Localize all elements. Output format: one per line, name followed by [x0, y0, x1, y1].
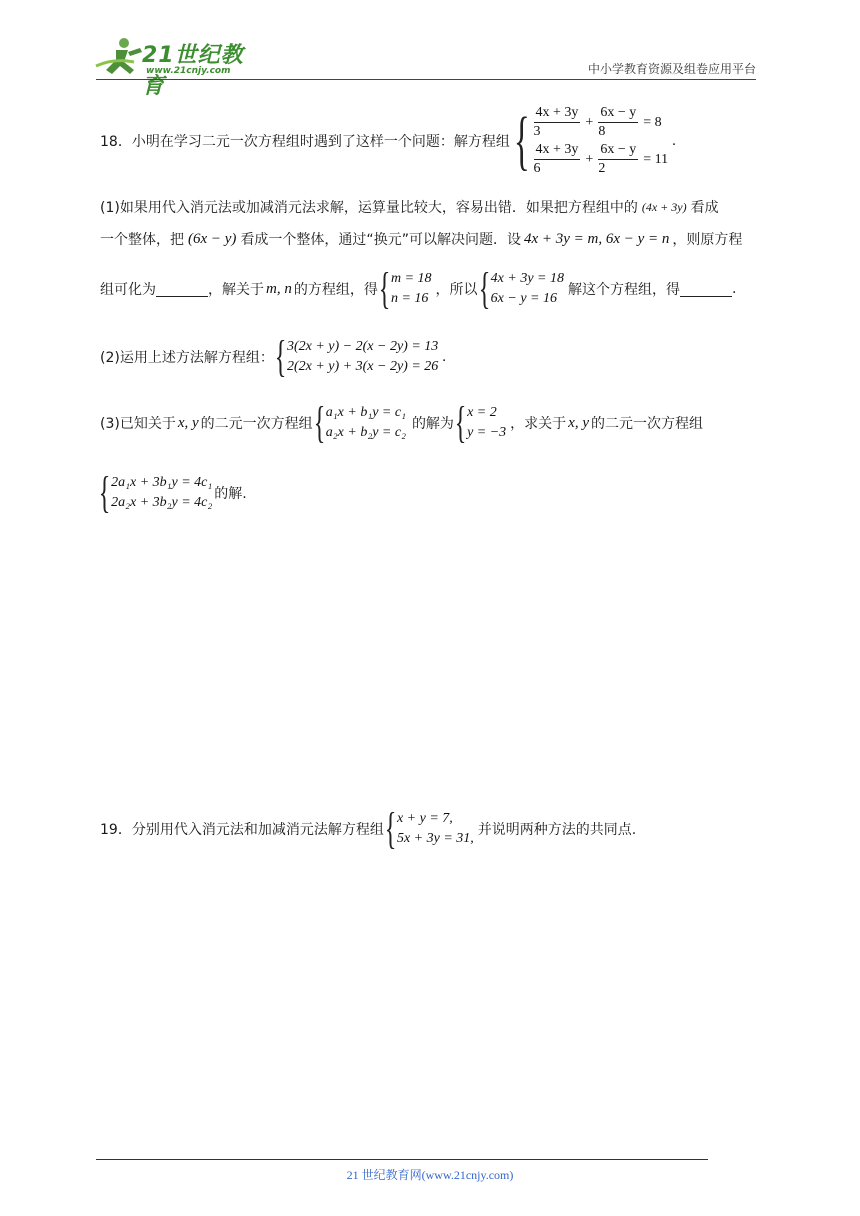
p3-sys2-brace: {	[98, 468, 111, 517]
q18-p1-text-c5: 解这个方程组，得	[567, 282, 680, 298]
p2-eq2: 2(2x + y) + 3(x − 2y) = 26	[286, 359, 439, 374]
q18-p1-text-b-mid: 看成一个整体，通过“换元”可以解决问题．设	[240, 232, 521, 248]
p3-system	[326, 403, 406, 443]
q18-p3-text-e: 的二元一次方程组	[591, 416, 703, 432]
q18-p1-math-a: (4x + 3y)	[641, 199, 687, 214]
q18-eq2-frac1-den: 6	[533, 161, 541, 176]
q18-eq2-frac2-num: 6x − y	[598, 141, 638, 160]
q18-p2-row	[100, 334, 446, 380]
footer-text: 21 世纪教育网(www.21cnjy.com)	[346, 1168, 514, 1182]
q18-p3-text-a: (3)已知关于	[100, 416, 176, 432]
p1-sys2-r1: 4x + 3y = 18	[490, 271, 564, 286]
q18-p3-row1	[100, 400, 703, 446]
q18-intro-row	[100, 102, 676, 180]
q18-p1-line3	[100, 266, 736, 312]
q18-p3-text-f: 的解.	[214, 486, 247, 502]
p3-eq2: a₂x + b₂y = c₂	[325, 425, 406, 440]
answer-blank-2[interactable]	[680, 282, 732, 297]
q18-p1-text-a: (1)如果用代入消元法或加减消元法求解，运算量比较大，容易出错．如果把方程组中的	[100, 200, 638, 216]
p2-eq1: 3(2x + y) − 2(x − 2y) = 13	[286, 339, 439, 354]
logo-url: www.21cnjy.com	[146, 66, 231, 76]
q18-p2-label: (2)运用上述方法解方程组：	[100, 350, 274, 366]
q18-eq1-frac1-num: 4x + 3y	[534, 104, 581, 123]
q18-brace: {	[513, 104, 530, 177]
q19-brace: {	[384, 804, 397, 853]
p1-sys2-r2: 6x − y = 16	[490, 291, 557, 306]
q18-p1-text-b-tail: ，则原方程	[672, 232, 743, 248]
p3-sol-x: x = 2	[467, 405, 497, 420]
q18-eq1-frac2-den: 8	[598, 124, 606, 139]
q18-p1-text-a-tail: 看成	[690, 200, 719, 216]
q18-eq2-frac1-num: 4x + 3y	[534, 141, 581, 160]
p3-eq1: a₁x + b₁y = c₁	[325, 405, 406, 420]
p1-sys1-r1: m = 18	[390, 271, 432, 286]
p1-sys1	[391, 269, 432, 309]
q18-p1-text-c4: ，所以	[435, 282, 478, 298]
q18-p3-row2	[100, 470, 247, 516]
p3-sol-brace: {	[454, 398, 467, 447]
answer-blank-1[interactable]	[156, 282, 208, 297]
p3-sol-y: y = −3	[467, 425, 507, 440]
q18-p1-text-b: 一个整体，把	[100, 232, 184, 248]
q18-intro-text: 18．小明在学习二元一次方程组时遇到了这样一个问题：解方程组	[100, 134, 510, 150]
q18-p3-text-b: 的二元一次方程组	[200, 416, 313, 432]
q19-text-a: 19．分别用代入消元法和加减消元法解方程组	[100, 822, 384, 838]
q18-end-dot: .	[672, 132, 676, 149]
logo	[94, 36, 264, 99]
q18-p1-math-b: (6x − y)	[188, 230, 237, 247]
q19-eq2: 5x + 3y = 31,	[396, 831, 474, 846]
q18-eq2	[532, 141, 669, 178]
q18-p1-text-c1: 组可化为	[100, 282, 156, 298]
q18-p1-line2	[100, 228, 742, 250]
q18-p3-text-c: 的解为	[411, 416, 454, 432]
q18-eq2-rhs: = 11	[643, 151, 669, 167]
p3-solution	[467, 403, 506, 443]
q18-system	[532, 104, 669, 178]
q18-p1-math-mn: m, n	[266, 280, 292, 297]
q18-p3-xy2: x, y	[568, 414, 589, 431]
q18-p3-xy: x, y	[177, 414, 199, 431]
plus-sign: +	[585, 151, 594, 167]
q18-p1-text-c6: .	[731, 281, 737, 297]
p2-brace: {	[274, 332, 287, 381]
p2-system	[287, 337, 438, 377]
p3-sys2-eq2: 2a₂x + 3b₂y = 4c₂	[111, 495, 213, 510]
q18-p3-text-d: ，求关于	[510, 416, 567, 432]
q18-p1-text-c2: ，解关于	[208, 282, 264, 298]
q18-eq1-frac1-den: 3	[533, 124, 541, 139]
q18-p1-line1	[100, 196, 719, 218]
q18-eq1-rhs: = 8	[643, 114, 662, 130]
q19-eq1: x + y = 7,	[396, 811, 453, 826]
logo-text: 21世纪教育	[142, 43, 244, 99]
p1-sys1-brace: {	[378, 264, 391, 313]
p3-system2	[111, 473, 212, 513]
q18-eq1-frac2-num: 6x − y	[598, 104, 638, 123]
p2-end-dot: .	[442, 348, 447, 365]
plus-sign: +	[585, 114, 594, 130]
p3-sys-brace: {	[313, 398, 326, 447]
header-right-text: 中小学教育资源及组卷应用平台	[587, 62, 756, 76]
q19-text-b: 并说明两种方法的共同点.	[477, 822, 637, 838]
p1-sys1-r2: n = 16	[390, 291, 429, 306]
q18-p1-text-c3: 的方程组，得	[293, 282, 378, 298]
p1-sys2-brace: {	[478, 264, 490, 313]
q19-row	[100, 806, 636, 852]
footer-rule	[96, 1159, 708, 1160]
header-rule	[96, 79, 756, 80]
p3-sys2-eq1: 2a₁x + 3b₁y = 4c₁	[111, 475, 213, 490]
q18-eq1	[532, 104, 669, 141]
q18-p1-math-b2: 4x + 3y = m, 6x − y = n	[523, 230, 670, 247]
q19-system	[397, 809, 474, 849]
q18-eq2-frac2-den: 2	[598, 161, 606, 176]
p1-sys2	[491, 269, 564, 309]
